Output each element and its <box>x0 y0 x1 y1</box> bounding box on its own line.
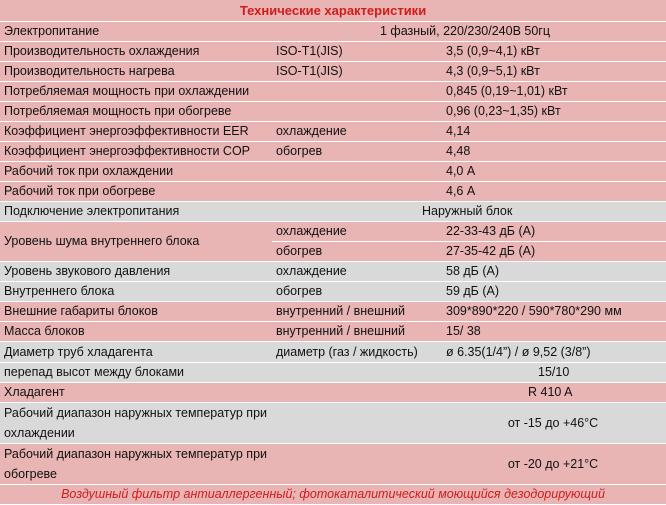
row-value: Наружный блок <box>272 201 666 221</box>
row-label: Электропитание <box>0 21 272 41</box>
row-value: 22-33-43 дБ (А) <box>440 221 666 241</box>
row-value: от -15 до +46°C <box>440 402 666 443</box>
row-value: 15/ 38 <box>440 321 666 341</box>
table-row <box>0 61 666 81</box>
row-label: Подключение электропитания <box>0 201 272 221</box>
row-label: Уровень шума внутреннего блока <box>0 221 272 261</box>
row-label: Потребляемая мощность при охлаждении <box>0 81 440 101</box>
row-label: Масса блоков <box>0 321 272 341</box>
table-row <box>0 121 666 141</box>
table-row <box>0 81 666 101</box>
row-value: 4,3 (0,9~5,1) кВт <box>440 61 666 81</box>
row-label: Рабочий диапазон наружных температур при обогреве <box>0 443 272 484</box>
row-value: 1 фазный, 220/230/240В 50гц <box>272 21 666 41</box>
table-row <box>0 321 666 341</box>
row-value: 4,6 А <box>440 181 666 201</box>
row-label: Диаметр труб хладагента <box>0 341 272 362</box>
row-value: 4,14 <box>440 121 666 141</box>
row-mode: ISO-T1(JIS) <box>272 41 440 61</box>
table-row <box>0 402 666 443</box>
footer-row <box>0 484 666 504</box>
table-row <box>0 201 666 221</box>
table-row <box>0 362 666 382</box>
row-label: Коэффициент энергоэффективности COP <box>0 141 272 161</box>
table-row <box>0 141 666 161</box>
row-value: 3,5 (0,9~4,1) кВт <box>440 41 666 61</box>
row-value: от -20 до +21°C <box>440 443 666 484</box>
row-label: Потребляемая мощность при обогреве <box>0 101 440 121</box>
row-mode: охлаждение <box>272 261 440 281</box>
row-mode: внутренний / внешний <box>272 321 440 341</box>
table-row <box>0 443 666 484</box>
row-label: Рабочий ток при обогреве <box>0 181 272 201</box>
table-row <box>0 301 666 321</box>
row-value: 15/10 <box>272 362 666 382</box>
table-row <box>0 181 666 201</box>
table-row <box>0 161 666 181</box>
table-row <box>0 281 666 301</box>
row-label: Уровень звукового давления <box>0 261 272 281</box>
row-mode: охлаждение <box>272 121 440 141</box>
row-value: 27-35-42 дБ (А) <box>440 241 666 261</box>
row-label: Коэффициент энергоэффективности EER <box>0 121 272 141</box>
row-mode: диаметр (газ / жидкость) <box>272 341 440 362</box>
table-row <box>0 41 666 61</box>
table-row <box>0 221 666 241</box>
table-title: Технические характеристики <box>0 0 666 21</box>
table-row <box>0 21 666 41</box>
title-row <box>0 0 666 21</box>
table-row <box>0 101 666 121</box>
table-row <box>0 382 666 402</box>
row-value: 4,0 А <box>440 161 666 181</box>
row-value: 4,48 <box>440 141 666 161</box>
row-label: Рабочий диапазон наружных температур при охлаждении <box>0 402 272 443</box>
row-label: Производительность охлаждения <box>0 41 272 61</box>
row-value: 0,96 (0,23~1,35) кВт <box>440 101 666 121</box>
row-label: Внутреннего блока <box>0 281 272 301</box>
footer-note: Воздушный фильтр антиаллергенный; фотокаталитический моющийся дезодорирующий <box>0 484 666 504</box>
row-mode: охлаждение <box>272 221 440 241</box>
row-label: Рабочий ток при охлаждении <box>0 161 272 181</box>
row-mode: обогрев <box>272 241 440 261</box>
row-label: Внешние габариты блоков <box>0 301 272 321</box>
row-value: 309*890*220 / 590*780*290 мм <box>440 301 666 321</box>
row-label: Хладагент <box>0 382 272 402</box>
row-mode: обогрев <box>272 281 440 301</box>
row-mode: ISO-T1(JIS) <box>272 61 440 81</box>
row-value: 58 дБ (А) <box>440 261 666 281</box>
table-row <box>0 261 666 281</box>
row-mode: внутренний / внешний <box>272 301 440 321</box>
row-label: перепад высот между блоками <box>0 362 272 382</box>
table-row <box>0 341 666 362</box>
row-value: 0,845 (0,19~1,01) кВт <box>440 81 666 101</box>
row-value: ø 6.35(1/4”) / ø 9,52 (3/8”) <box>440 341 666 362</box>
row-label: Производительность нагрева <box>0 61 272 81</box>
row-value: 59 дБ (А) <box>440 281 666 301</box>
row-value: R 410 A <box>272 382 666 402</box>
row-mode: обогрев <box>272 141 440 161</box>
